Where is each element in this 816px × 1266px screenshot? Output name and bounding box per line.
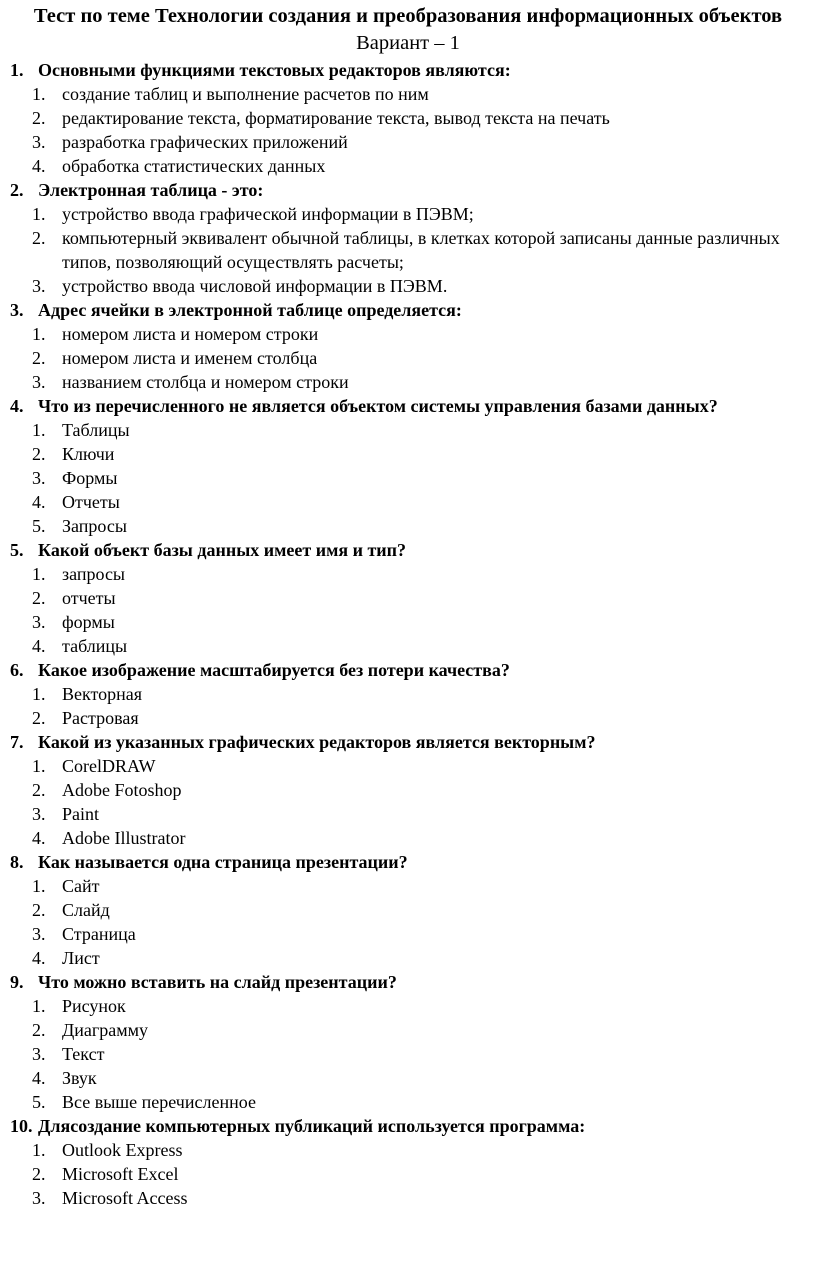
answer-text: Текст — [62, 1044, 105, 1064]
answer-option — [10, 586, 806, 610]
question-item — [10, 970, 806, 1114]
answer-number: 4. — [32, 636, 46, 656]
answer-number: 5. — [32, 516, 46, 536]
answer-text: компьютерный эквивалент обычной таблицы, в клетках которой записаны данные различных типов, позволяющий осуществлять расчеты; — [62, 228, 780, 272]
answer-number: 4. — [32, 492, 46, 512]
question-item — [10, 58, 806, 178]
answer-text: разработка графических приложений — [62, 132, 348, 152]
answer-text: Слайд — [62, 900, 110, 920]
answer-option — [10, 1162, 806, 1186]
question-heading — [10, 658, 806, 682]
answer-option — [10, 898, 806, 922]
answer-number: 2. — [32, 708, 46, 728]
answer-text: Ключи — [62, 444, 115, 464]
answer-option — [10, 106, 806, 130]
answer-option — [10, 226, 806, 274]
answer-number: 3. — [32, 132, 46, 152]
answer-text: Все выше перечисленное — [62, 1092, 256, 1112]
answer-number: 1. — [32, 756, 46, 776]
answer-option — [10, 946, 806, 970]
question-number: 1. — [10, 60, 24, 80]
question-item — [10, 1114, 806, 1210]
answer-option — [10, 754, 806, 778]
question-item — [10, 538, 806, 658]
answer-option — [10, 154, 806, 178]
question-number: 4. — [10, 396, 24, 416]
question-number: 10. — [10, 1116, 33, 1136]
answer-number: 1. — [32, 1140, 46, 1160]
question-item — [10, 658, 806, 730]
answer-number: 4. — [32, 1068, 46, 1088]
answer-option — [10, 1066, 806, 1090]
question-item — [10, 178, 806, 298]
answer-text: CorelDRAW — [62, 756, 156, 776]
question-text: Длясоздание компьютерных публикаций используется программа: — [38, 1116, 586, 1136]
answer-text: формы — [62, 612, 115, 632]
question-text: Как называется одна страница презентации? — [38, 852, 408, 872]
answer-option — [10, 466, 806, 490]
question-heading — [10, 730, 806, 754]
answer-text: Диаграмму — [62, 1020, 149, 1040]
answer-option — [10, 994, 806, 1018]
answer-option — [10, 514, 806, 538]
answer-number: 2. — [32, 228, 46, 248]
answer-option — [10, 634, 806, 658]
answer-text: обработка статистических данных — [62, 156, 326, 176]
answer-text: устройство ввода графической информации в ПЭВМ; — [62, 204, 474, 224]
answer-number: 2. — [32, 900, 46, 920]
answer-number: 1. — [32, 996, 46, 1016]
question-number: 6. — [10, 660, 24, 680]
answer-text: запросы — [62, 564, 126, 584]
question-text: Электронная таблица - это: — [38, 180, 264, 200]
answer-text: Adobe Illustrator — [62, 828, 186, 848]
answer-list — [10, 994, 806, 1114]
question-text: Какой из указанных графических редакторов является векторным? — [38, 732, 596, 752]
question-text: Какое изображение масштабируется без потери качества? — [38, 660, 510, 680]
question-number: 8. — [10, 852, 24, 872]
answer-option — [10, 1042, 806, 1066]
answer-option — [10, 1186, 806, 1210]
question-number: 2. — [10, 180, 24, 200]
answer-option — [10, 130, 806, 154]
question-heading — [10, 850, 806, 874]
answer-option — [10, 202, 806, 226]
answer-text: Страница — [62, 924, 136, 944]
question-text: Какой объект базы данных имеет имя и тип? — [38, 540, 407, 560]
question-item — [10, 298, 806, 394]
answer-text: Таблицы — [62, 420, 130, 440]
answer-option — [10, 802, 806, 826]
question-heading — [10, 298, 806, 322]
question-text: Что из перечисленного не является объектом системы управления базами данных? — [38, 396, 718, 416]
answer-number: 3. — [32, 1188, 46, 1208]
document-title: Тест по теме Технологии создания и преобразования информационных объектов — [33, 5, 783, 27]
answer-number: 2. — [32, 348, 46, 368]
answer-option — [10, 1138, 806, 1162]
question-list — [10, 58, 806, 1210]
answer-number: 5. — [32, 1092, 46, 1112]
answer-list — [10, 418, 806, 538]
answer-option — [10, 1018, 806, 1042]
answer-number: 4. — [32, 828, 46, 848]
answer-option — [10, 418, 806, 442]
answer-text: Paint — [62, 804, 100, 824]
question-heading — [10, 970, 806, 994]
answer-text: названием столбца и номером строки — [62, 372, 349, 392]
answer-list — [10, 682, 806, 730]
answer-list — [10, 562, 806, 658]
answer-number: 1. — [32, 420, 46, 440]
answer-text: отчеты — [62, 588, 116, 608]
answer-number: 3. — [32, 372, 46, 392]
answer-number: 1. — [32, 84, 46, 104]
answer-option — [10, 778, 806, 802]
question-text: Основными функциями текстовых редакторов являются: — [38, 60, 511, 80]
answer-list — [10, 82, 806, 178]
question-heading — [10, 394, 806, 418]
answer-number: 2. — [32, 108, 46, 128]
question-heading — [10, 58, 806, 82]
answer-text: Сайт — [62, 876, 100, 896]
answer-option — [10, 874, 806, 898]
question-heading — [10, 178, 806, 202]
answer-number: 3. — [32, 804, 46, 824]
answer-number: 1. — [32, 876, 46, 896]
answer-number: 3. — [32, 1044, 46, 1064]
question-number: 3. — [10, 300, 24, 320]
answer-text: редактирование текста, форматирование текста, вывод текста на печать — [62, 108, 610, 128]
answer-list — [10, 1138, 806, 1210]
variant-label: Вариант – 1 — [356, 32, 460, 54]
question-item — [10, 394, 806, 538]
answer-text: Microsoft Access — [62, 1188, 188, 1208]
answer-text: Запросы — [62, 516, 127, 536]
answer-number: 2. — [32, 444, 46, 464]
answer-text: Формы — [62, 468, 118, 488]
answer-number: 2. — [32, 780, 46, 800]
answer-text: номером листа и именем столбца — [62, 348, 318, 368]
answer-option — [10, 706, 806, 730]
answer-number: 3. — [32, 276, 46, 296]
answer-text: Adobe Fotoshop — [62, 780, 182, 800]
answer-option — [10, 610, 806, 634]
answer-text: устройство ввода числовой информации в ПЭВМ. — [62, 276, 448, 296]
answer-option — [10, 490, 806, 514]
question-text: Адрес ячейки в электронной таблице определяется: — [38, 300, 462, 320]
answer-number: 2. — [32, 1164, 46, 1184]
answer-option — [10, 826, 806, 850]
answer-number: 1. — [32, 684, 46, 704]
answer-number: 3. — [32, 924, 46, 944]
answer-list — [10, 202, 806, 298]
answer-number: 2. — [32, 588, 46, 608]
question-item — [10, 730, 806, 850]
answer-option — [10, 82, 806, 106]
answer-text: Microsoft Excel — [62, 1164, 179, 1184]
question-text: Что можно вставить на слайд презентации? — [38, 972, 397, 992]
answer-option — [10, 442, 806, 466]
answer-number: 4. — [32, 948, 46, 968]
answer-option — [10, 346, 806, 370]
answer-list — [10, 874, 806, 970]
answer-text: Отчеты — [62, 492, 120, 512]
answer-option — [10, 1090, 806, 1114]
answer-number: 1. — [32, 204, 46, 224]
answer-number: 3. — [32, 468, 46, 488]
answer-text: создание таблиц и выполнение расчетов по ним — [62, 84, 429, 104]
answer-text: Outlook Express — [62, 1140, 183, 1160]
answer-number: 3. — [32, 612, 46, 632]
answer-text: Лист — [62, 948, 100, 968]
answer-number: 4. — [32, 156, 46, 176]
question-heading — [10, 538, 806, 562]
answer-option — [10, 922, 806, 946]
question-item — [10, 850, 806, 970]
question-number: 9. — [10, 972, 24, 992]
question-heading — [10, 1114, 806, 1138]
answer-text: Растровая — [62, 708, 139, 728]
answer-number: 1. — [32, 564, 46, 584]
answer-number: 1. — [32, 324, 46, 344]
answer-option — [10, 562, 806, 586]
answer-text: Векторная — [62, 684, 143, 704]
answer-text: Рисунок — [62, 996, 126, 1016]
question-number: 5. — [10, 540, 24, 560]
answer-list — [10, 322, 806, 394]
answer-text: номером листа и номером строки — [62, 324, 319, 344]
answer-option — [10, 682, 806, 706]
answer-number: 2. — [32, 1020, 46, 1040]
answer-option — [10, 370, 806, 394]
answer-text: таблицы — [62, 636, 128, 656]
answer-option — [10, 274, 806, 298]
answer-text: Звук — [62, 1068, 97, 1088]
answer-option — [10, 322, 806, 346]
question-number: 7. — [10, 732, 24, 752]
answer-list — [10, 754, 806, 850]
